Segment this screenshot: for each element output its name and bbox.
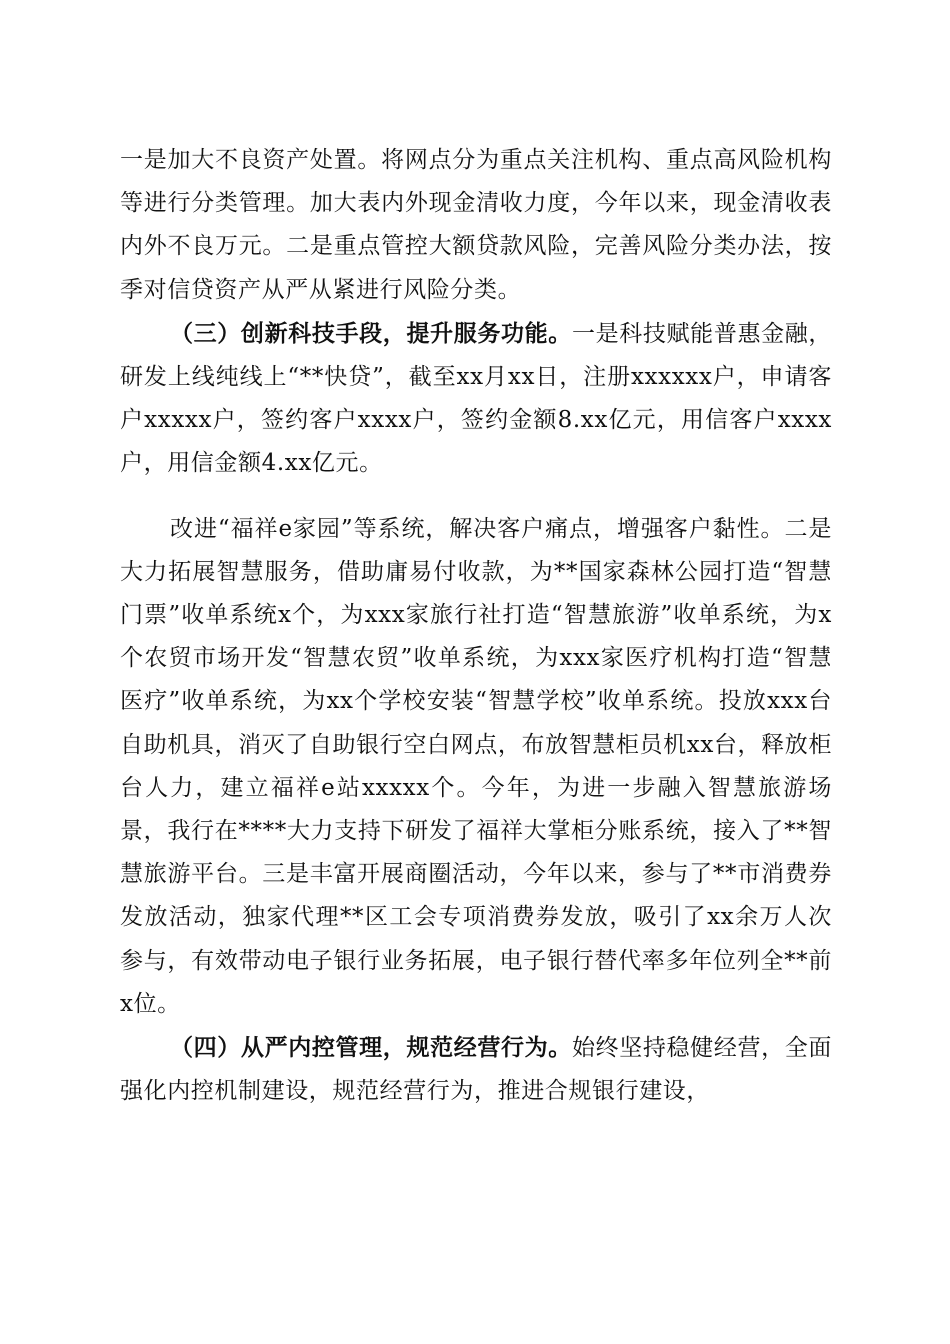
paragraph-3-text: 改进“福祥e家园”等系统，解决客户痛点，增强客户黏性。二是大力拓展智慧服务，借助庸易付收款，为**国家森林公园打造“智慧门票”收单系统x个，为xxx家旅行社打造“智慧旅游”收单系统，为x个农贸市场开发“智慧农贸”收单系统，为xxx家医疗机构打造“智慧医疗”收单系统，为xx个学校安装“智慧学校”收单系统。投放xxx台自助机具，消灭了自助银行空白网点，布放智慧柜员机xx台，释放柜台人力，建立福祥e站xxxxx个。今年，为进一步融入智慧旅游场景，我行在****大力支持下研发了福祥大掌柜分账系统，接入了**智慧旅游平台。三是丰富开展商圈活动，今年以来，参与了**市消费券发放活动，独家代理**区工会专项消费券发放，吸引了xx余万人次参与，有效带动电子银行业务拓展，电子银行替代率多年位列全**前x位。 [120, 515, 832, 1017]
paragraph-2 [120, 312, 832, 486]
paragraph-1-text: 一是加大不良资产处置。将网点分为重点关注机构、重点高风险机构等进行分类管理。加大表内外现金清收力度，今年以来，现金清收表内外不良万元。二是重点管控大额贷款风险，完善风险分类办法，按季对信贷资产从严从紧进行风险分类。 [120, 147, 832, 303]
section-heading-4: （四）从严内控管理，规范经营行为。 [170, 1034, 572, 1062]
paragraph-2-text: 一是科技赋能普惠金融，研发上线纯线上“**快贷”，截至xx月xx日，注册xxxxxx户，申请客户xxxxx户，签约客户xxxx户，签约金额8.xx亿元，用信客户xxxx户，用信金额4.xx亿元。 [120, 320, 832, 477]
paragraph-3 [120, 508, 832, 1026]
paragraph-4 [120, 1026, 832, 1113]
paragraph-1 [120, 139, 832, 312]
section-heading-3: （三）创新科技手段，提升服务功能。 [170, 319, 572, 347]
paragraph-4-text: 始终坚持稳健经营，全面强化内控机制建设，规范经营行为，推进合规银行建设， [120, 1035, 832, 1105]
